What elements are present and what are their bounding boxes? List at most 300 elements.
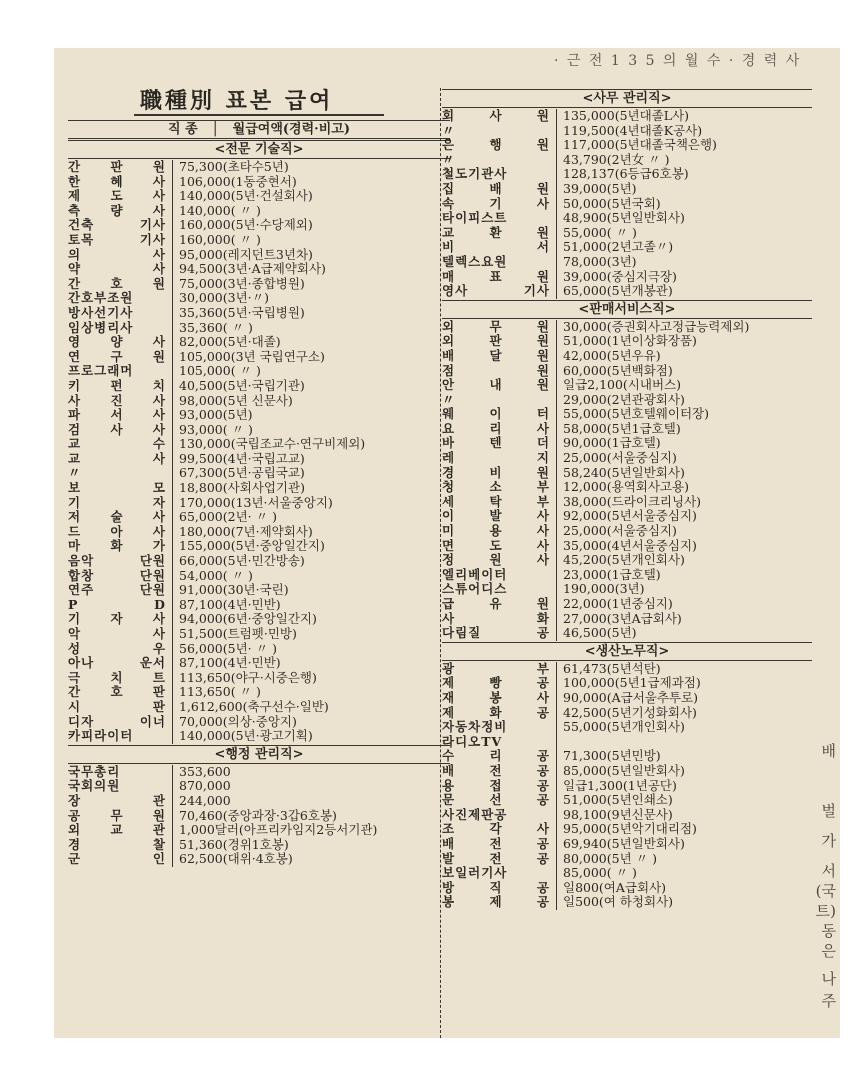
table-row xyxy=(68,671,450,686)
right-margin-fragment: 가 xyxy=(821,832,836,850)
salary-value: 128,137(6등급6호봉) xyxy=(556,167,812,182)
table-row xyxy=(68,554,450,569)
job-title: 영사 기사 xyxy=(442,284,550,299)
job-title: 시 판 xyxy=(68,699,166,714)
table-row xyxy=(442,211,812,226)
table-row xyxy=(68,364,450,379)
job-title: 파 서 사 xyxy=(68,408,166,423)
table-row xyxy=(442,393,812,408)
table-row xyxy=(68,321,450,336)
job-title: 영 양 사 xyxy=(68,335,166,350)
table-row xyxy=(68,700,450,715)
job-title: 극 치 트 xyxy=(68,670,166,685)
table-row xyxy=(442,349,812,364)
table-row xyxy=(68,437,450,452)
job-title: 자동차정비 xyxy=(442,720,508,735)
salary-value: 35,360( 〃 ) xyxy=(172,321,450,336)
job-title: 재 봉 사 xyxy=(442,690,550,705)
job-title: 봉 제 공 xyxy=(442,895,550,910)
table-row xyxy=(442,553,812,568)
table-row xyxy=(68,715,450,730)
salary-value: 130,000(국립조교수·연구비제외) xyxy=(172,437,450,452)
job-title: 교 수 xyxy=(68,437,166,452)
salary-value: 66,000(5년·민간방송) xyxy=(172,554,450,569)
left-sections xyxy=(68,140,450,867)
table-row xyxy=(442,612,812,627)
salary-value: 135,000(5년대졸L사) xyxy=(556,109,812,124)
job-title: 사진제판공 xyxy=(442,807,508,822)
job-title: 급 유 원 xyxy=(442,597,550,611)
job-title: 측 량 사 xyxy=(68,203,166,218)
job-title: 비 서 xyxy=(442,240,550,255)
table-row xyxy=(68,765,450,780)
salary-value: 93,000( 〃 ) xyxy=(172,423,450,438)
job-title: 저 술 사 xyxy=(68,510,166,525)
salary-value: 60,000(5년백화점) xyxy=(556,364,812,379)
salary-value: 62,500(대위·4호봉) xyxy=(172,852,450,867)
salary-value: 25,000(서울중심지) xyxy=(556,451,812,466)
job-title: 보일러기사 xyxy=(442,866,508,881)
table-row xyxy=(442,197,812,212)
job-title: 보 모 xyxy=(68,481,166,496)
table-row xyxy=(442,582,812,597)
table-row xyxy=(442,320,812,335)
right-margin-fragment: 벌 xyxy=(821,802,836,820)
table-row xyxy=(442,480,812,495)
table-row xyxy=(442,138,812,153)
table-row xyxy=(68,350,450,365)
salary-value: 51,000(5년인쇄소) xyxy=(556,793,812,808)
table-row xyxy=(442,509,812,524)
table-row xyxy=(68,612,450,627)
salary-value: 51,360(경위1호봉) xyxy=(172,838,450,853)
table-row xyxy=(68,852,450,867)
table-row xyxy=(442,422,812,437)
salary-value: 58,000(5년1급호텔) xyxy=(556,422,812,437)
salary-value: 1,000달러(아프리카임지2등서기관) xyxy=(172,823,450,838)
table-row xyxy=(442,662,812,677)
table-row xyxy=(442,451,812,466)
job-title: 경 찰 xyxy=(68,837,166,852)
job-title: 조 각 사 xyxy=(442,822,550,837)
table-row xyxy=(442,895,812,910)
job-title: 방사선기사 xyxy=(68,305,134,320)
salary-value: 95,000(5년악기대리점) xyxy=(556,822,812,837)
salary-value xyxy=(556,735,812,750)
job-title: 한 혜 사 xyxy=(68,174,166,189)
table-row xyxy=(68,175,450,190)
salary-value: 일급2,100(시내버스) xyxy=(556,378,812,393)
table-row xyxy=(442,495,812,510)
masthead-fragment: · 근 전 1 3 5 의 월 수 · 경 력 사 xyxy=(554,53,802,69)
table-row xyxy=(68,248,450,263)
salary-value: 105,000( 〃 ) xyxy=(172,364,450,379)
job-title: 회 사 원 xyxy=(442,109,550,123)
salary-value: 55,000(5년호텔웨이터장) xyxy=(556,407,812,422)
salary-value: 55,000(5년개인회사) xyxy=(556,720,812,735)
salary-value: 99,500(4년·국립고교) xyxy=(172,452,450,467)
job-title: 은 행 원 xyxy=(442,138,550,153)
job-title: 면 도 사 xyxy=(442,538,550,553)
right-margin-fragment: 서 xyxy=(821,862,836,880)
job-title: 성 우 xyxy=(68,641,166,656)
job-title: 프로그래머 xyxy=(68,364,134,379)
table-row xyxy=(442,808,812,823)
right-margin-fragment: 은 xyxy=(821,942,836,960)
job-title: 간 판 원 xyxy=(68,160,166,174)
job-title: 집 배 원 xyxy=(442,181,550,196)
salary-value: 98,000(5년 신문사) xyxy=(172,394,450,409)
salary-value: 51,000(1년이상화장품) xyxy=(556,334,812,349)
salary-value: 82,000(5년·대졸) xyxy=(172,335,450,350)
salary-value: 140,000(5년·광고기획) xyxy=(172,729,450,744)
job-title: 드 아 사 xyxy=(68,524,166,539)
job-title: 매 표 원 xyxy=(442,269,550,284)
salary-value: 155,000(5년·중앙일간지) xyxy=(172,539,450,554)
right-margin-fragment: 동 xyxy=(821,922,836,940)
salary-value: 90,000(A급서울추투로) xyxy=(556,691,812,706)
salary-value: 70,460(중앙과장·3갑6호봉) xyxy=(172,809,450,824)
salary-value: 48,900(5년일반회사) xyxy=(556,211,812,226)
right-margin-fragment: 배 xyxy=(821,742,836,760)
salary-value: 45,200(5년개인회사) xyxy=(556,553,812,568)
table-row xyxy=(68,685,450,700)
table-row xyxy=(68,779,450,794)
salary-value: 870,000 xyxy=(172,779,450,794)
salary-value: 117,000(5년대졸국책은행) xyxy=(556,138,812,153)
table-row xyxy=(68,291,450,306)
job-title: 군 인 xyxy=(68,852,166,867)
salary-value: 18,800(사회사업기관) xyxy=(172,481,450,496)
job-title: 광 부 xyxy=(442,661,550,676)
salary-value: 35,360(5년·국립병원) xyxy=(172,306,450,321)
salary-value: 244,000 xyxy=(172,794,450,809)
salary-value: 42,000(5년우유) xyxy=(556,349,812,364)
table-row xyxy=(68,656,450,671)
job-title: 키 펀 치 xyxy=(68,378,166,393)
table-row xyxy=(442,466,812,481)
job-title: 〃 xyxy=(442,123,456,138)
table-row xyxy=(442,153,812,168)
table-row xyxy=(442,764,812,779)
table-row xyxy=(442,255,812,270)
job-title: 용 접 공 xyxy=(442,778,550,793)
salary-value: 85,000(5년일반회사) xyxy=(556,764,812,779)
salary-value: 180,000(7년·제약회사) xyxy=(172,525,450,540)
salary-value: 56,000(5년· 〃 ) xyxy=(172,642,450,657)
salary-value: 55,000( 〃 ) xyxy=(556,226,812,241)
table-row xyxy=(68,233,450,248)
job-title: 음악 단원 xyxy=(68,554,166,569)
salary-value: 일800(여A급회사) xyxy=(556,881,812,896)
right-margin-fragment: (국 xyxy=(815,882,836,900)
table-row xyxy=(68,569,450,584)
salary-value: 106,000(1동중현서) xyxy=(172,175,450,190)
job-title: 디자 이너 xyxy=(68,714,166,729)
job-title: 의 사 xyxy=(68,247,166,262)
left-column xyxy=(68,118,450,867)
table-row xyxy=(442,779,812,794)
salary-value: 67,300(5년·공립국교) xyxy=(172,466,450,481)
salary-value: 90,000(1급호텔) xyxy=(556,436,812,451)
job-title: 장 관 xyxy=(68,793,166,808)
salary-value: 46,500(5년) xyxy=(556,626,812,641)
job-title: 정 원 사 xyxy=(442,553,550,568)
salary-value: 160,000( 〃 ) xyxy=(172,233,450,248)
salary-value: 70,000(의상·중앙지) xyxy=(172,715,450,730)
table-row xyxy=(442,597,812,612)
table-row xyxy=(442,793,812,808)
salary-value: 43,790(2년女 〃 ) xyxy=(556,153,812,168)
job-title: 방 직 공 xyxy=(442,880,550,895)
table-row xyxy=(68,496,450,511)
salary-value: 87,100(4년·민반) xyxy=(172,598,450,613)
table-row xyxy=(68,583,450,598)
table-row xyxy=(442,182,812,197)
job-title: 연 구 원 xyxy=(68,349,166,364)
right-margin-fragment: 나 xyxy=(821,970,836,988)
table-row xyxy=(442,334,812,349)
right-margin-fragment: 주 xyxy=(821,992,836,1010)
section-heading: <사무 관리직> xyxy=(442,89,812,108)
salary-value: 12,000(용역회사고용) xyxy=(556,480,812,495)
salary-value: 29,000(2년관광회사) xyxy=(556,393,812,408)
section-heading: <생산노무직> xyxy=(442,642,812,661)
salary-value: 94,000(6년·중앙일간지) xyxy=(172,612,450,627)
salary-value: 일급1,300(1년공단) xyxy=(556,779,812,794)
table-row xyxy=(68,408,450,423)
column-header-job: 직 종 xyxy=(168,122,198,137)
salary-value: 93,000(5년) xyxy=(172,408,450,423)
table-row xyxy=(442,109,812,124)
table-row xyxy=(442,881,812,896)
job-title: 합창 단원 xyxy=(68,568,166,583)
salary-value: 65,000(5년개봉관) xyxy=(556,284,812,299)
section-heading: <판매서비스직> xyxy=(442,300,812,319)
salary-value: 38,000(드라이크리닝사) xyxy=(556,495,812,510)
table-row xyxy=(442,568,812,583)
salary-value: 51,000(2년고졸〃) xyxy=(556,240,812,255)
salary-value: 30,000(3년·〃) xyxy=(172,291,450,306)
job-title: 건축 기사 xyxy=(68,218,166,233)
table-row xyxy=(68,598,450,613)
job-title: 웨 이 터 xyxy=(442,407,550,422)
salary-value: 100,000(5년1급제과점) xyxy=(556,676,812,691)
salary-value: 69,940(5년일반회사) xyxy=(556,837,812,852)
salary-value: 35,000(4년서울중심지) xyxy=(556,539,812,554)
table-row xyxy=(68,262,450,277)
salary-value: 27,000(3년A급회사) xyxy=(556,612,812,627)
table-row xyxy=(442,676,812,691)
job-title: 제 빵 공 xyxy=(442,676,550,691)
table-row xyxy=(442,626,812,641)
salary-value: 25,000(서울중심지) xyxy=(556,524,812,539)
job-title: P D xyxy=(68,597,166,612)
job-title: 엘리베이터 xyxy=(442,567,508,582)
table-row xyxy=(68,642,450,657)
job-title: 약 사 xyxy=(68,262,166,277)
job-title: 간호부조원 xyxy=(68,291,134,306)
job-title: 발 전 공 xyxy=(442,851,550,866)
salary-value: 54,000( 〃 ) xyxy=(172,569,450,584)
job-title: 레 지 xyxy=(442,451,550,466)
table-row xyxy=(68,838,450,853)
job-title: 요 리 사 xyxy=(442,421,550,436)
salary-value: 22,000(1년중심지) xyxy=(556,597,812,612)
job-title: 경 비 원 xyxy=(442,465,550,480)
table-row xyxy=(68,823,450,838)
table-row xyxy=(442,852,812,867)
salary-value: 65,000(2년· 〃 ) xyxy=(172,510,450,525)
table-row xyxy=(442,735,812,750)
table-row xyxy=(442,364,812,379)
salary-value: 71,300(5년민방) xyxy=(556,749,812,764)
job-title: 속 기 사 xyxy=(442,196,550,211)
job-title: 마 화 가 xyxy=(68,539,166,554)
salary-value: 160,000(5년·수당제외) xyxy=(172,218,450,233)
salary-value: 39,000(5년) xyxy=(556,182,812,197)
salary-value: 39,000(중심지극장) xyxy=(556,270,812,285)
job-title: 기 자 사 xyxy=(68,612,166,627)
table-row xyxy=(442,124,812,139)
salary-value: 50,000(5년국회) xyxy=(556,197,812,212)
salary-value: 1,612,600(축구선수·일반) xyxy=(172,700,450,715)
salary-value: 61,473(5년석탄) xyxy=(556,662,812,677)
job-title: 이 발 사 xyxy=(442,509,550,524)
job-title: 임상병리사 xyxy=(68,320,134,335)
job-title: 교 사 xyxy=(68,451,166,466)
table-row xyxy=(68,189,450,204)
job-title: 청 소 부 xyxy=(442,480,550,495)
table-row xyxy=(68,510,450,525)
table-row xyxy=(442,270,812,285)
salary-value: 140,000(5년·건설회사) xyxy=(172,189,450,204)
salary-value: 87,100(4년·민반) xyxy=(172,656,450,671)
job-title: 검 사 사 xyxy=(68,422,166,437)
job-title: 국무총리 xyxy=(68,764,121,779)
job-title: 외 교 관 xyxy=(68,823,166,838)
salary-value: 75,300(초타수5년) xyxy=(172,160,450,175)
salary-value: 353,600 xyxy=(172,765,450,780)
table-row xyxy=(68,466,450,481)
job-title: 외 무 원 xyxy=(442,319,550,334)
job-title: 교 환 원 xyxy=(442,225,550,240)
table-row xyxy=(442,226,812,241)
table-row xyxy=(442,436,812,451)
job-title: 제 화 공 xyxy=(442,705,550,720)
job-title: 세 탁 부 xyxy=(442,494,550,509)
job-title: 안 내 원 xyxy=(442,378,550,393)
table-row xyxy=(68,335,450,350)
newspaper-clipping xyxy=(54,48,840,1038)
job-title: 〃 xyxy=(68,466,82,481)
salary-value: 190,000(3년) xyxy=(556,582,812,597)
table-row xyxy=(68,379,450,394)
table-row xyxy=(68,539,450,554)
section-heading: <행정 관리직> xyxy=(68,745,450,764)
table-row xyxy=(442,167,812,182)
table-row xyxy=(442,749,812,764)
table-row xyxy=(442,822,812,837)
table-row xyxy=(442,407,812,422)
table-row xyxy=(442,706,812,721)
table-row xyxy=(68,306,450,321)
table-row xyxy=(68,204,450,219)
job-title: 바 텐 더 xyxy=(442,436,550,451)
title-underline xyxy=(134,114,384,116)
job-title: 간 호 원 xyxy=(68,276,166,291)
table-row xyxy=(68,160,450,175)
table-row xyxy=(68,277,450,292)
table-row xyxy=(68,809,450,824)
job-title: 카피라이터 xyxy=(68,729,134,744)
table-row xyxy=(442,539,812,554)
column-header-pay: 월급여액(경력·비고) xyxy=(232,122,350,137)
right-sections xyxy=(442,89,812,910)
job-title: 악 사 xyxy=(68,627,166,641)
job-title: 수 리 공 xyxy=(442,749,550,764)
salary-value: 170,000(13년·서울중앙지) xyxy=(172,496,450,511)
salary-value: 42,500(5년기성화회사) xyxy=(556,706,812,721)
salary-value: 30,000(증권회사고정급능력제외) xyxy=(556,320,812,335)
job-title: 철도기관사 xyxy=(442,167,508,182)
table-row xyxy=(68,525,450,540)
job-title: 다림질 공 xyxy=(442,626,550,641)
salary-value: 140,000( 〃 ) xyxy=(172,204,450,219)
table-row xyxy=(442,284,812,299)
salary-value: 78,000(3년) xyxy=(556,255,812,270)
salary-value: 23,000(1급호텔) xyxy=(556,568,812,583)
job-title: 국회의원 xyxy=(68,779,121,794)
salary-value: 58,240(5년일반회사) xyxy=(556,466,812,481)
salary-value: 113,650( 〃 ) xyxy=(172,685,450,700)
salary-value: 80,000(5년 〃 ) xyxy=(556,852,812,867)
salary-value: 75,000(3년·종합병원) xyxy=(172,277,450,292)
right-margin-fragment: 트) xyxy=(815,902,836,920)
table-row xyxy=(68,423,450,438)
job-title: 공 무 원 xyxy=(68,808,166,823)
salary-value: 85,000( 〃 ) xyxy=(556,866,812,881)
job-title: 문 선 공 xyxy=(442,793,550,808)
table-row xyxy=(68,394,450,409)
table-row xyxy=(442,866,812,881)
salary-value: 92,000(5년서울중심지) xyxy=(556,509,812,524)
table-row xyxy=(442,691,812,706)
job-title: 연주 단원 xyxy=(68,583,166,598)
job-title: 배 전 공 xyxy=(442,836,550,851)
table-row xyxy=(68,729,450,744)
salary-value: 113,650(야구·시중은행) xyxy=(172,671,450,686)
salary-value: 91,000(30년·국린) xyxy=(172,583,450,598)
table-row xyxy=(442,240,812,255)
job-title: 배 달 원 xyxy=(442,348,550,363)
salary-value: 95,000(레지던트3년차) xyxy=(172,248,450,263)
job-title: 타이피스트 xyxy=(442,211,508,226)
job-title: 외 판 원 xyxy=(442,334,550,349)
table-row xyxy=(68,794,450,809)
table-row xyxy=(68,627,450,642)
salary-value: 51,500(트럼펫·민방) xyxy=(172,627,450,642)
table-row xyxy=(68,481,450,496)
job-title: 제 도 사 xyxy=(68,189,166,204)
right-column xyxy=(442,88,812,910)
job-title: 〃 xyxy=(442,152,456,167)
job-title: 배 전 공 xyxy=(442,763,550,778)
table-row xyxy=(68,452,450,467)
job-title: 기 자 xyxy=(68,495,166,510)
salary-value: 98,100(9년신문사) xyxy=(556,808,812,823)
job-title: 사 진 사 xyxy=(68,393,166,408)
